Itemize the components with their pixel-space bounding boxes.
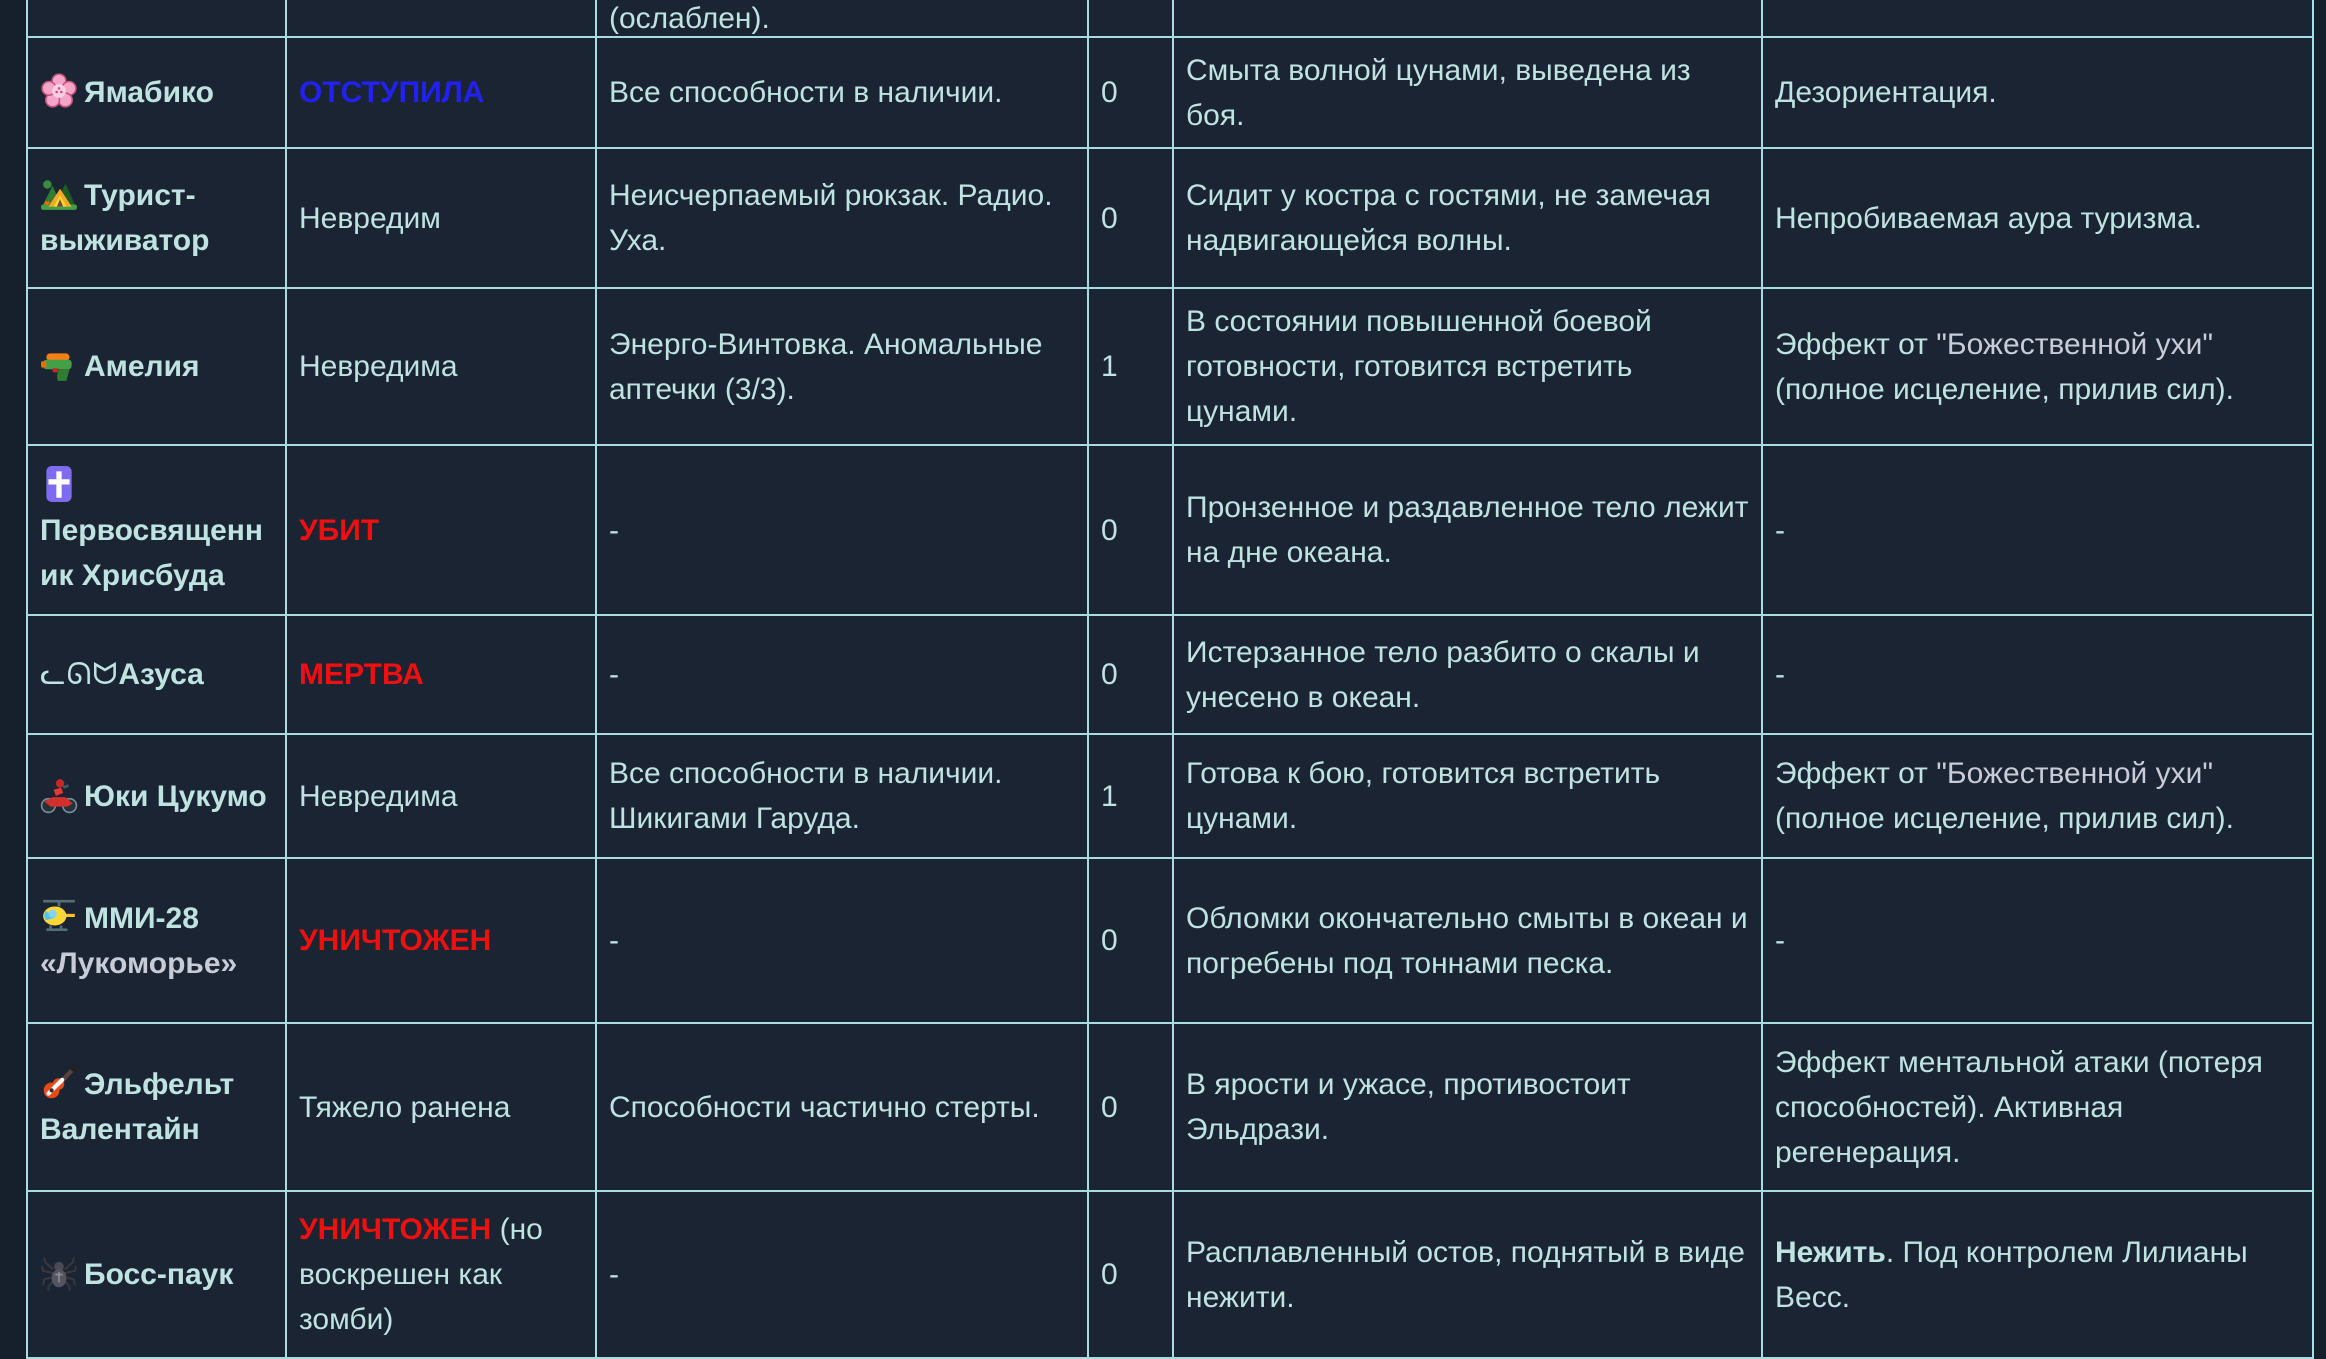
water-pistol-icon [40, 346, 78, 384]
abilities-cell [596, 445, 1088, 615]
table-row [27, 1023, 2313, 1191]
text-segment: - [1775, 513, 1785, 547]
text-segment: Расплавленный остов, поднятый в виде нежити. [1186, 1235, 1745, 1314]
effects-cell [1762, 148, 2313, 288]
character-cell [27, 445, 286, 615]
character-cell [27, 1023, 286, 1191]
status-cell [286, 0, 596, 37]
state-cell [1173, 1191, 1762, 1358]
status-cell [286, 445, 596, 615]
text-segment: МЕРТВА [299, 658, 424, 691]
text-segment: Юки Цукумо [84, 779, 267, 813]
table-row [27, 148, 2313, 288]
effects-cell [1762, 1191, 2313, 1358]
state-cell [1173, 858, 1762, 1023]
text-segment: УНИЧТОЖЕН [299, 1213, 492, 1246]
count-cell: 0 [1088, 148, 1173, 288]
spider-icon [40, 1254, 78, 1292]
text-segment: Невредим [299, 201, 441, 235]
text-segment: Тяжело ранена [299, 1090, 511, 1124]
count-cell: 0 [1088, 1191, 1173, 1358]
helicopter-icon [40, 898, 78, 936]
status-cell [286, 288, 596, 445]
effects-cell [1762, 615, 2313, 734]
text-segment: Смыта волной цунами, выведена из боя. [1186, 53, 1691, 132]
abilities-cell [596, 1191, 1088, 1358]
text-segment: (полное исцеление, прилив сил). [1775, 802, 2235, 835]
count-cell: 0 [1088, 615, 1173, 734]
text-segment: Эльфельт Валентайн [40, 1068, 235, 1146]
status-cell [286, 148, 596, 288]
table-row [27, 288, 2313, 445]
state-cell [1173, 445, 1762, 615]
text-segment: - [609, 924, 619, 957]
text-segment: Сидит у костра с гостями, не замечая надвигающейся волны. [1186, 179, 1711, 257]
state-cell [1173, 734, 1762, 858]
character-cell [27, 37, 286, 148]
status-cell [286, 1191, 596, 1358]
text-segment: Все способности в наличии. [609, 76, 1003, 109]
table-row [27, 615, 2313, 734]
state-cell [1173, 615, 1762, 734]
text-segment: - [1775, 658, 1785, 691]
effects-cell [1762, 1023, 2313, 1191]
character-cell [27, 734, 286, 858]
text-segment: Невредима [299, 350, 458, 383]
status-cell [286, 37, 596, 148]
table-row [27, 37, 2313, 148]
text-segment: Невредима [299, 779, 458, 813]
text-segment: Нежить [1775, 1235, 1886, 1269]
cat-kaomoji: ᓚᘏᗢ [40, 657, 119, 692]
count-cell: 0 [1088, 1023, 1173, 1191]
status-cell [286, 615, 596, 734]
latin-cross-icon [40, 465, 78, 503]
state-cell [1173, 288, 1762, 445]
text-segment: Способности частично стерты. [609, 1090, 1040, 1124]
text-segment: - [609, 658, 619, 691]
text-segment: Готова к бою, готовится встретить цунами. [1186, 757, 1661, 835]
abilities-cell [596, 615, 1088, 734]
text-segment: Неисчерпаемый рюкзак. Радио. Уха. [609, 179, 1053, 257]
status-table [26, 0, 2314, 1359]
table-row [27, 445, 2313, 615]
text-segment: Эффект от [1775, 327, 1937, 361]
character-cell [27, 148, 286, 288]
status-cell [286, 734, 596, 858]
text-segment: В ярости и ужасе, противостоит Эльдрази. [1186, 1068, 1631, 1146]
count-cell: 0 [1088, 445, 1173, 615]
text-segment: Ямабико [84, 76, 214, 109]
effects-cell [1762, 0, 2313, 37]
character-cell [27, 0, 286, 37]
character-cell [27, 858, 286, 1023]
text-segment: УБИТ [299, 513, 380, 547]
count-cell [1088, 0, 1173, 37]
effects-cell [1762, 734, 2313, 858]
text-segment: УНИЧТОЖЕН [299, 924, 492, 957]
character-status-table [26, 0, 2312, 1359]
effects-cell [1762, 37, 2313, 148]
text-segment: Босс-паук [84, 1258, 234, 1291]
effects-cell [1762, 288, 2313, 445]
text-segment: Турист-выживатор [40, 179, 210, 257]
text-segment: Энерго-Винтовка. Аномальные аптечки (3/3). [609, 327, 1043, 406]
text-segment: - [609, 513, 619, 547]
text-segment: Непробиваемая аура туризма. [1775, 201, 2203, 235]
character-cell [27, 1191, 286, 1358]
text-segment: В состоянии повышенной боевой готовности, готовится встретить цунами. [1186, 305, 1652, 428]
status-table-body [27, 0, 2313, 1358]
text-segment: Эффект от [1775, 757, 1937, 790]
abilities-cell [596, 37, 1088, 148]
text-segment: Пронзенное и раздавленное тело лежит на дне океана. [1186, 491, 1749, 569]
text-segment: Обломки окончательно смыты в океан и погребены под тоннами песка. [1186, 901, 1748, 980]
text-segment: - [1775, 924, 1785, 957]
state-cell [1173, 37, 1762, 148]
abilities-cell [596, 0, 1088, 37]
text-segment: ММИ-28 [84, 901, 199, 935]
state-cell [1173, 1023, 1762, 1191]
table-row [27, 1191, 2313, 1358]
abilities-cell [596, 1023, 1088, 1191]
abilities-cell [596, 734, 1088, 858]
text-segment: - [609, 1258, 619, 1291]
state-cell [1173, 0, 1762, 37]
count-cell: 1 [1088, 288, 1173, 445]
status-cell [286, 858, 596, 1023]
text-segment: Первосвященник Хрисбуда [40, 513, 264, 592]
text-segment: (но воскрешен как зомби) [299, 1213, 543, 1336]
status-cell [286, 1023, 596, 1191]
text-segment: (ослаблен). [609, 2, 770, 35]
effects-cell [1762, 858, 2313, 1023]
effects-cell [1762, 445, 2313, 615]
guitar-icon [40, 1064, 78, 1102]
text-segment: Дезориентация. [1775, 76, 1997, 109]
text-segment: Эффект ментальной атаки (потеря способностей). Активная регенерация. [1775, 1045, 2263, 1169]
text-segment: . Под контролем Лилианы Весс. [1775, 1235, 2248, 1314]
character-cell [27, 288, 286, 445]
state-cell [1173, 148, 1762, 288]
cherry-blossom-icon [40, 72, 78, 110]
text-segment: «Лукоморье» [40, 946, 238, 980]
abilities-cell [596, 858, 1088, 1023]
text-segment: ОТСТУПИЛА [299, 76, 485, 109]
character-cell [27, 615, 286, 734]
text-segment: (полное исцеление, прилив сил). [1775, 372, 2235, 406]
abilities-cell [596, 288, 1088, 445]
table-row [27, 734, 2313, 858]
text-segment: Все способности в наличии. Шикигами Гаруда. [609, 757, 1003, 835]
text-segment: Амелия [84, 350, 200, 383]
abilities-cell [596, 148, 1088, 288]
text-segment: "Божественной ухи" [1936, 327, 2214, 361]
count-cell: 0 [1088, 37, 1173, 148]
camping-icon [40, 175, 78, 213]
table-row [27, 858, 2313, 1023]
count-cell: 1 [1088, 734, 1173, 858]
count-cell: 0 [1088, 858, 1173, 1023]
motorcycle-icon [40, 776, 78, 814]
text-segment: Азуса [118, 658, 204, 691]
text-segment: "Божественной ухи" [1936, 757, 2214, 790]
text-segment: Истерзанное тело разбито о скалы и унесено в океан. [1186, 635, 1700, 714]
table-row-partial [27, 0, 2313, 37]
